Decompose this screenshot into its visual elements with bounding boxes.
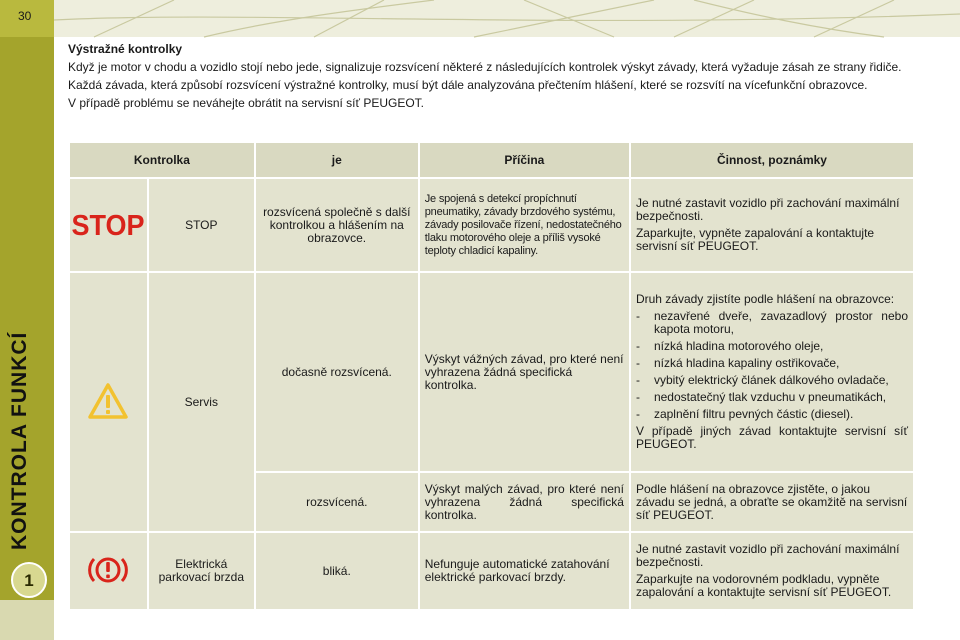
- table-header-row: [70, 143, 913, 177]
- header-pricina: Příčina: [420, 143, 629, 177]
- list-item: - nízká hladina motorového oleje,: [636, 340, 908, 353]
- servis-pricina-2: Výskyt malých závad, pro které není vyhrazena žádná specifická kontrolka.: [420, 473, 629, 531]
- brake-cinnost: [631, 533, 913, 609]
- servis-cinnost-1: [631, 273, 913, 471]
- stop-cinnost-2: Zaparkujte, vypněte zapalování a kontaktujte servisní síť PEUGEOT.: [635, 226, 875, 253]
- servis-name: Servis: [149, 273, 254, 531]
- page-curl: [0, 600, 54, 640]
- stop-pricina: Je spojená s detekcí propíchnutí pneumatiky, závady brzdového systému, závady posilovače řízení, nedostatečného tlaku motorového oleje a příliš vysoké teploty chladicí kapaliny.: [420, 179, 629, 271]
- intro-section: [68, 42, 916, 114]
- header-je: je: [256, 143, 418, 177]
- servis-je-2: rozsvícená.: [256, 473, 418, 531]
- stop-name: STOP: [149, 179, 254, 271]
- list-item: - nedostatečný tlak vzduchu v pneumatikách,: [636, 391, 908, 404]
- parking-brake-icon: [87, 553, 129, 587]
- page-number: 30: [18, 9, 32, 23]
- intro-paragraph-1: Když je motor v chodu a vozidlo stojí nebo jede, signalizuje rozsvícení některé z následujících kontrolek výskyt závady, která vyžaduje zásah ze strany řidiče.: [68, 60, 902, 74]
- brake-icon-cell: [70, 533, 147, 609]
- chapter-number: 1: [24, 571, 34, 590]
- stop-warning-icon: [71, 209, 145, 241]
- brake-cinnost-1: Je nutné zastavit vozidlo při zachování maximální bezpečnosti.: [635, 542, 900, 569]
- page-number-box: [0, 0, 54, 37]
- service-icon-cell: [70, 273, 147, 531]
- section-title: Výstražné kontrolky: [68, 42, 183, 56]
- stop-icon-cell: [70, 179, 147, 271]
- list-item: - vybitý elektrický článek dálkového ovladače,: [636, 374, 908, 387]
- chapter-title: KONTROLA FUNKCÍ: [8, 331, 31, 550]
- table-row-servis-temporary: [70, 273, 913, 471]
- servis-cinnost-outro: V případě jiných závad kontaktujte servisní síť PEUGEOT.: [635, 424, 908, 451]
- servis-cinnost-list: [636, 310, 908, 421]
- stop-je: rozsvícená společně s další kontrolkou a hlášením na obrazovce.: [256, 179, 418, 271]
- list-item: - zaplnění filtru pevných částic (diesel).: [636, 408, 908, 421]
- servis-cinnost-2: Podle hlášení na obrazovce zjistěte, o jakou závadu se jedná, a obraťte se okamžitě na servisní síť PEUGEOT.: [631, 473, 913, 531]
- intro-paragraph-3: V případě problému se neváhejte obrátit na servisní síť PEUGEOT.: [68, 96, 425, 110]
- servis-pricina-1: Výskyt vážných závad, pro které není vyhrazena žádná specifická kontrolka.: [420, 273, 629, 471]
- header-cinnost: Činnost, poznámky: [631, 143, 913, 177]
- servis-cinnost-intro: Druh závady zjistíte podle hlášení na obrazovce:: [635, 292, 895, 306]
- servis-je-1: dočasně rozsvícená.: [256, 273, 418, 471]
- intro-paragraph-2: Každá závada, která způsobí rozsvícení výstražné kontrolky, musí být dále analyzována přečtením hlášení, které se rozsvítí na vícefunkční obrazovce.: [68, 78, 868, 92]
- brake-name: Elektrická parkovací brzda: [149, 533, 254, 609]
- table-row-stop: [70, 179, 913, 271]
- table-row-parking-brake: [70, 533, 913, 609]
- brake-cinnost-2: Zaparkujte na vodorovném podkladu, vypněte zapalování a kontaktujte servisní síť PEUGEOT.: [635, 572, 892, 599]
- list-item: - nezavřené dveře, zavazadlový prostor nebo kapota motoru,: [636, 310, 908, 336]
- svg-text:STOP: STOP: [71, 209, 145, 241]
- warning-lights-table: [68, 141, 915, 611]
- stop-cinnost: [631, 179, 913, 271]
- list-item: - nízká hladina kapaliny ostřikovače,: [636, 357, 908, 370]
- service-warning-triangle-icon: [88, 383, 128, 419]
- header-decoration: [54, 0, 960, 37]
- stop-cinnost-1: Je nutné zastavit vozidlo při zachování maximální bezpečnosti.: [635, 196, 900, 223]
- chapter-badge: [11, 562, 47, 598]
- brake-pricina: Nefunguje automatické zatahování elektrické parkovací brzdy.: [420, 533, 629, 609]
- brake-je: bliká.: [256, 533, 418, 609]
- header-kontrolka: Kontrolka: [70, 143, 254, 177]
- decorative-lines: [54, 0, 960, 37]
